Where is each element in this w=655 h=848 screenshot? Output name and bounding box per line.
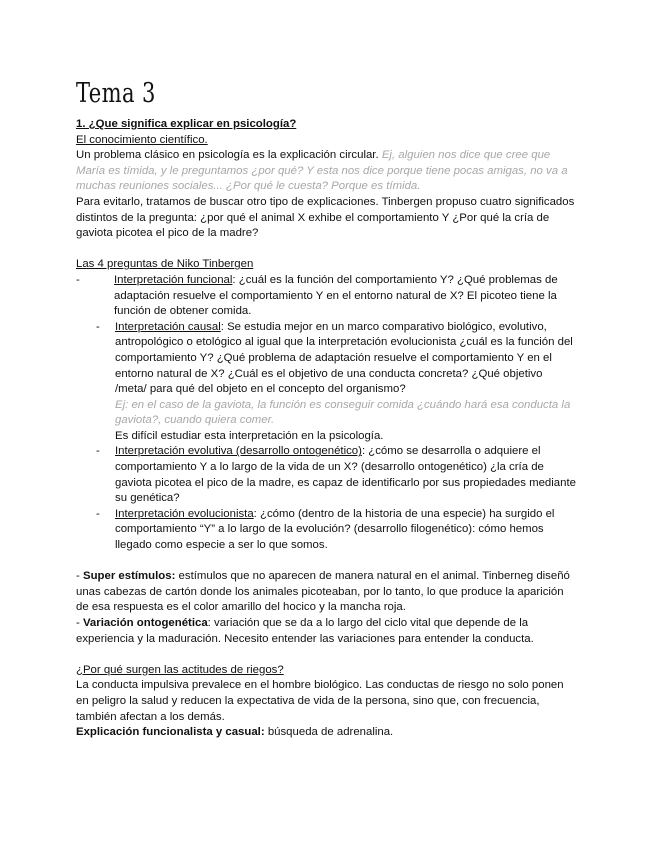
note-text: Es difícil estudiar esta interpretación en la psicología. — [115, 429, 384, 442]
item-label: Interpretación evolutiva (desarrollo ontogenético) — [115, 445, 362, 458]
item-text: : Se estudia mejor en un marco comparativo biológico, evolutivo, antropológico o etológico al igual que la interpretación evolucionista ¿cuál es la función del comportamiento Y? ¿Qué problema de adaptación resuelve el comportamiento Y en el entorno natural de X? ¿Cuál es el objetivo de una conducta concreta? ¿Qué objetivo /meta/ para qué del objeto en el concepto del organismo? — [115, 320, 573, 396]
list-dash: - — [96, 320, 100, 333]
list-dash: - — [96, 445, 100, 458]
item-text: : ¿cómo (dentro de la historia de una especie) ha surgido el comportamiento “Y” a lo largo de la evolución? (desarrollo filogenético): cómo hemos llegado como especie a ser lo que somos. — [115, 507, 555, 552]
item-paragraph — [115, 444, 576, 506]
item-label: Interpretación causal — [115, 320, 221, 333]
example-text: Ej, alguien nos dice que cree que María es tímida, y le preguntamos ¿por qué? Y esta nos dice porque tiene pocas amigas, no va a muchas reuniones sociales... ¿Por qué le cuesta? Porque es tímida. — [76, 149, 568, 193]
variacion-paragraph — [76, 616, 576, 647]
list-dash: - — [96, 507, 100, 520]
list-item-funcional — [76, 273, 576, 320]
page-title: Tema 3 — [76, 78, 156, 109]
intro-paragraph — [76, 148, 576, 195]
item-paragraph — [115, 320, 576, 398]
section-heading: 1. ¿Que significa explicar en psicología? — [76, 118, 297, 130]
item-label: Interpretación funcional — [114, 273, 233, 286]
item-prefix: - — [76, 570, 83, 583]
item-text: : ¿cuál es la función del comportamiento Y? ¿Qué problemas de adaptación resuelve el comportamiento Y en el entorno natural de X? El picoteo tiene la función de obtener comida. — [114, 273, 558, 318]
subheading: El conocimiento científico. — [76, 133, 208, 146]
term-label: Variación ontogenética — [82, 617, 208, 629]
superestimulos-paragraph — [76, 569, 576, 616]
list-item-causal — [76, 320, 576, 445]
riesgos-paragraph: La conducta impulsiva prevalece en el hombre biológico. Las conductas de riesgo no solo ponen en peligro la salud y reducen la expectativa de vida de la persona, sino que, con frecuencia, también afectan a los demás. — [76, 679, 564, 723]
explicacion-paragraph — [76, 725, 576, 741]
item-label: Interpretación evolucionista — [115, 507, 254, 520]
intro-text: Un problema clásico en psicología es la explicación circular. — [76, 149, 379, 162]
term-text: estímulos que no aparecen de manera natural en el animal. Tinberneg diseñó unas cabezas de cartón donde los animales picoteaban, por lo tanto, lo que produce la aparición de esa respuesta es el color amarillo del hocico y la mancha roja. — [76, 570, 570, 614]
list-dash: - — [76, 273, 80, 286]
term-label: Super estímulos: — [82, 570, 176, 583]
item-paragraph — [115, 507, 576, 554]
term-text: : variación que se da a lo largo del ciclo vital que depende de la experiencia y la maduración. Necesito entender las variaciones para entender la conducta. — [76, 617, 534, 645]
list-item-evolucionista — [76, 507, 576, 554]
tinbergen-heading: Las 4 preguntas de Niko Tinbergen — [76, 258, 254, 271]
example-text: Ej: en el caso de la gaviota, la función es conseguir comida ¿cuándo hará esa conducta la gaviota?, cuando quiera comer. — [115, 398, 571, 427]
riesgos-heading: ¿Por qué surgen las actitudes de riegos? — [76, 663, 284, 676]
item-text: : ¿cómo se desarrolla o adquiere el comportamiento Y a lo largo de la vida de un X? (desarrollo ontogenético) ¿la cría de gaviota picotea el pico de la madre, es capaz de identificarlo por sus propiedades mediante su genética? — [115, 445, 576, 505]
term-label: Explicación funcionalista y casual: — [76, 726, 265, 739]
document-body — [76, 117, 576, 741]
paragraph: Para evitarlo, tratamos de buscar otro tipo de explicaciones. Tinbergen propuso cuatro significados distintos de la pregunta: ¿por qué el animal X exhibe el comportamiento Y ¿Por qué la cría de gaviota picotea el pico de la madre? — [76, 195, 575, 240]
list-item-evolutiva — [76, 444, 576, 506]
term-text: búsqueda de adrenalina. — [264, 726, 394, 739]
item-prefix: - — [76, 617, 83, 629]
